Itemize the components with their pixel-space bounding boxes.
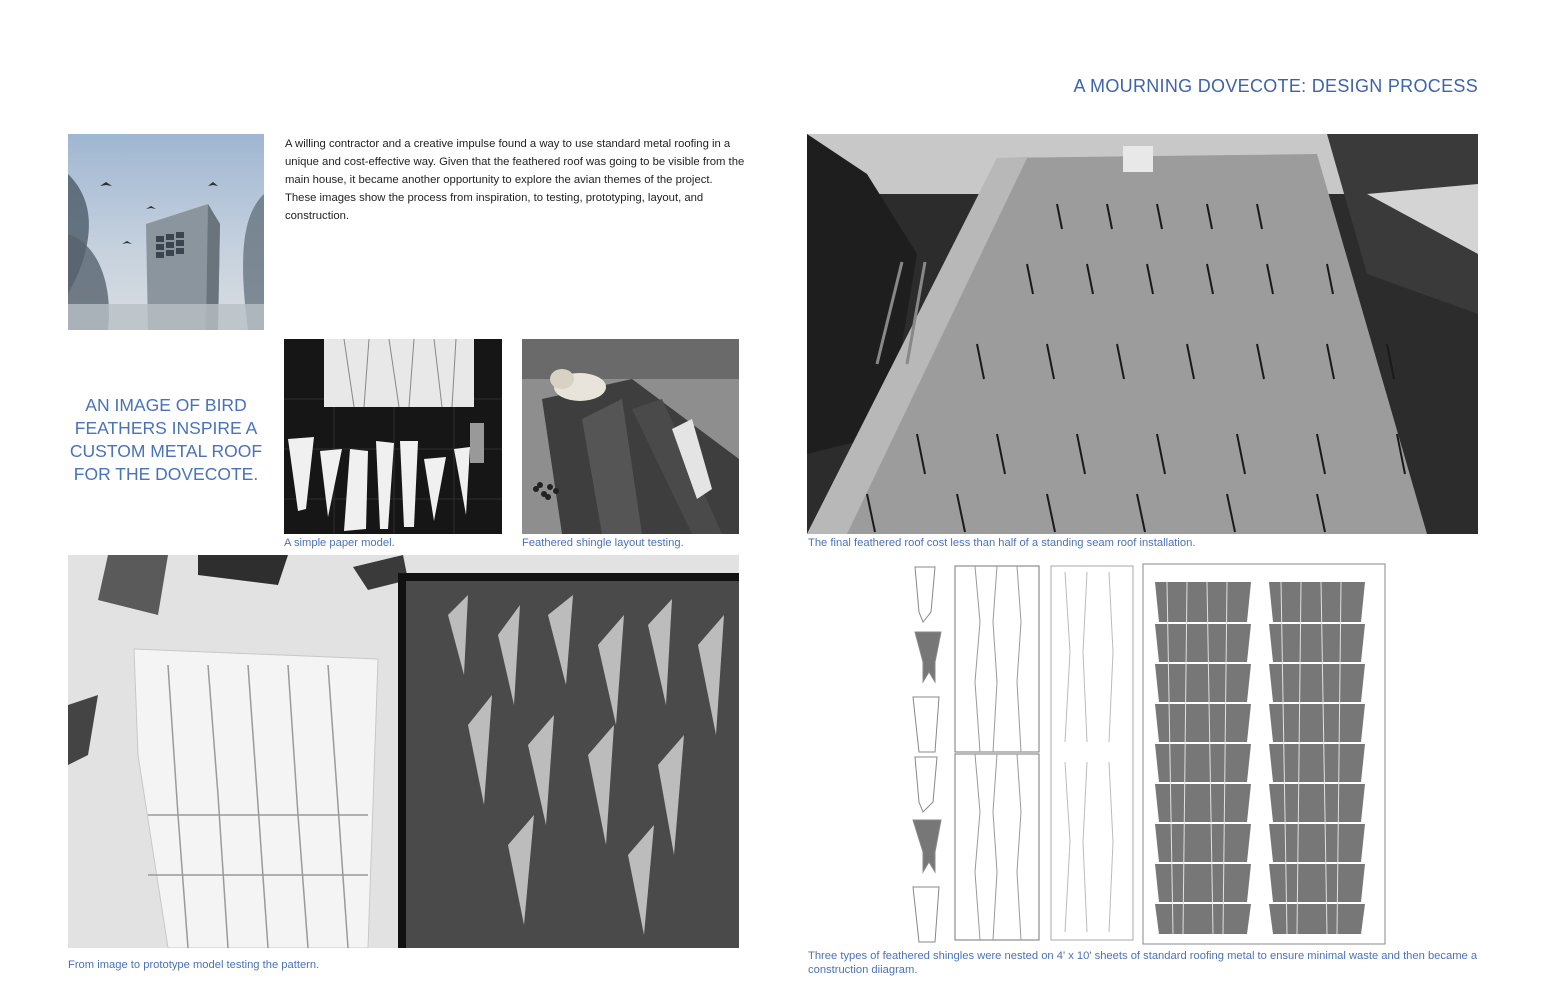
caption-prototype: From image to prototype model testing the pattern. (68, 959, 320, 971)
prototype-feathers-photo (68, 555, 739, 948)
shingle-nesting-diagram (905, 562, 1485, 947)
page-title: A MOURNING DOVECOTE: DESIGN PROCESS (1073, 76, 1478, 96)
caption-diagram: Three types of feathered shingles were nested on 4' x 10' sheets of standard roofing metal to ensure minimal waste and then became a construction diiagram. (808, 950, 1478, 976)
layout-testing-photo (522, 339, 739, 534)
caption-paper-model: A simple paper model. (284, 537, 395, 549)
intro-paragraph: A willing contractor and a creative impulse found a way to use standard metal roofing in a unique and cost-effective way. Given that the feathered roof was going to be visible from the main house, it became another opportunity to explore the avian themes of the project. These images show the process from inspiration, to testing, prototyping, layout, and construction. (285, 138, 745, 222)
pull-quote: AN IMAGE OF BIRD FEATHERS INSPIRE A CUSTOM METAL ROOF FOR THE DOVECOTE. (69, 395, 263, 484)
caption-layout-testing: Feathered shingle layout testing. (522, 537, 684, 549)
final-roof-photo (807, 134, 1478, 534)
caption-final-roof: The final feathered roof cost less than half of a standing seam roof installation. (808, 537, 1196, 549)
dovecote-rendering-image (68, 134, 264, 330)
paper-model-photo (284, 339, 502, 534)
